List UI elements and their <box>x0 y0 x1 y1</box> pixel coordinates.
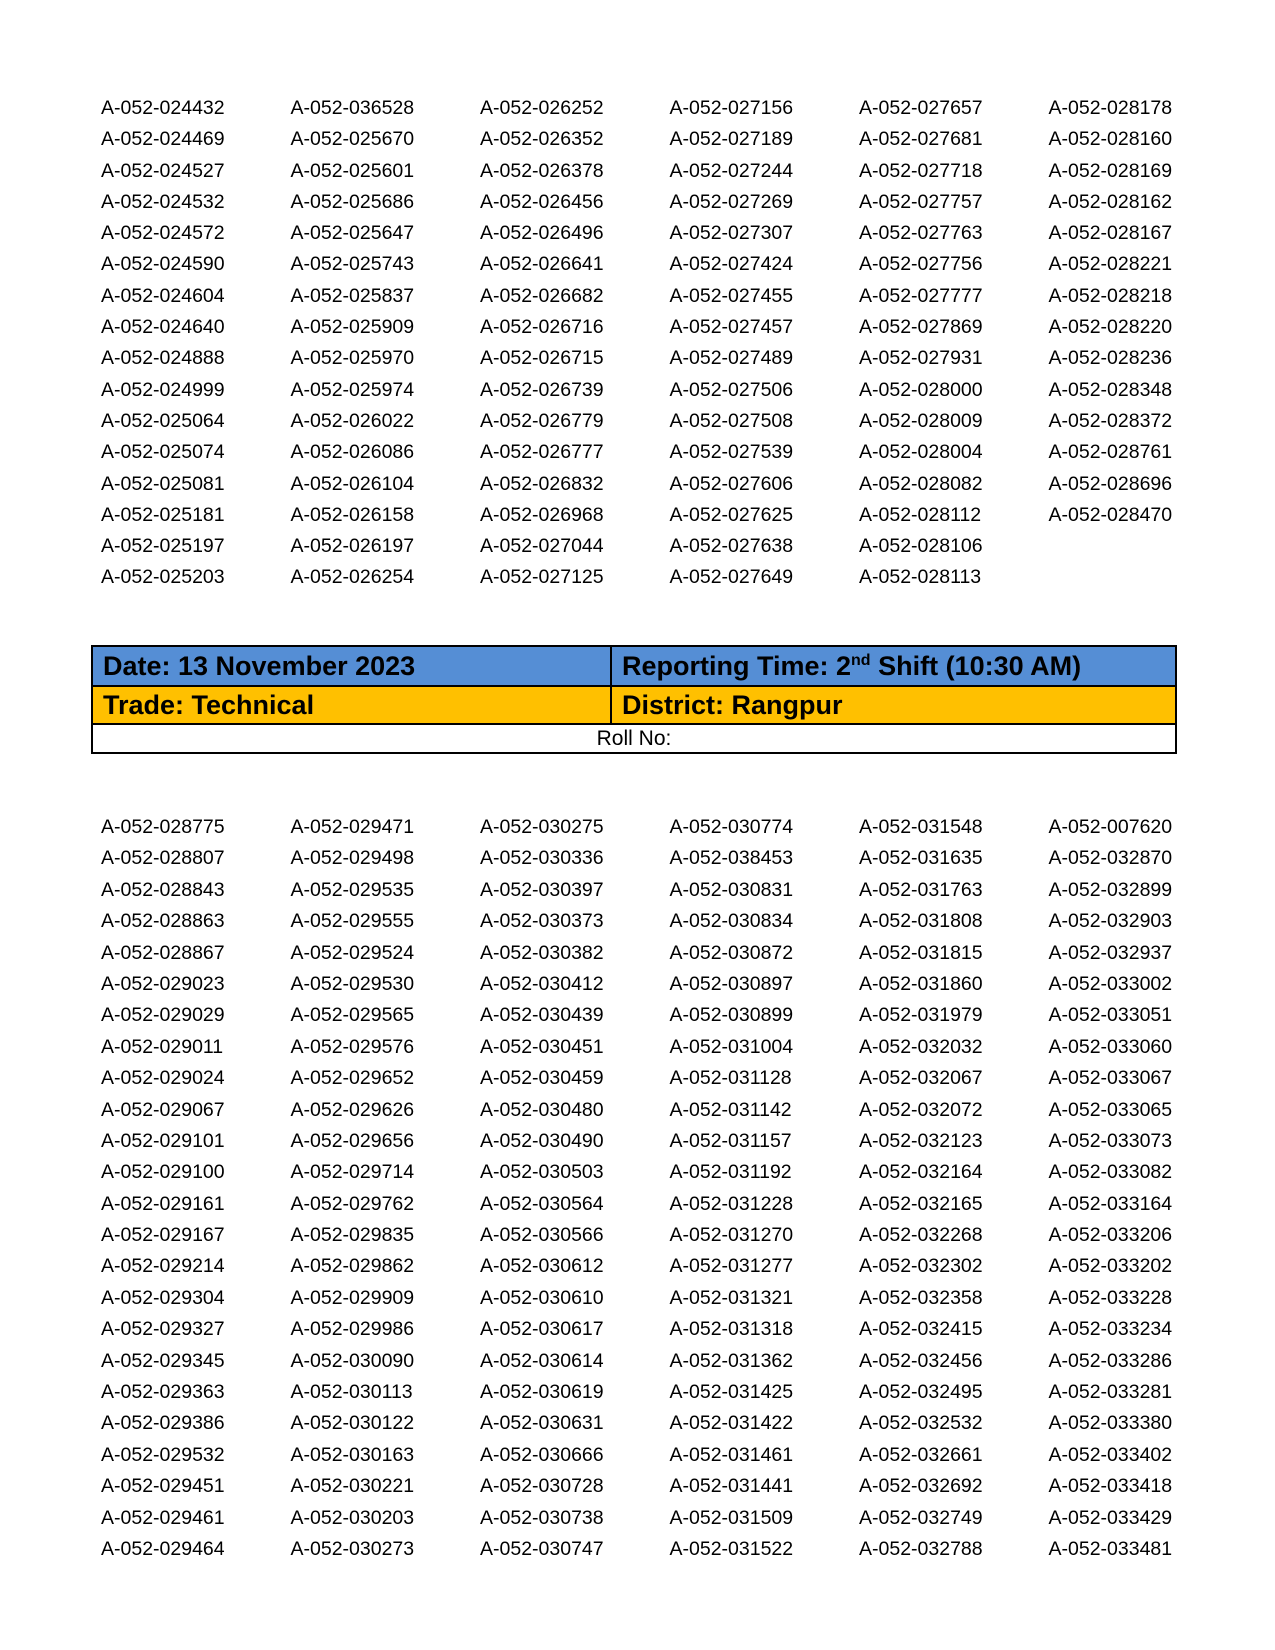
roll-number: A-052-030612 <box>480 1255 604 1278</box>
roll-number: A-052-024469 <box>101 128 225 151</box>
roll-number: A-052-029835 <box>290 1224 415 1247</box>
roll-number: A-052-026086 <box>290 441 415 464</box>
roll-number: A-052-032937 <box>1048 941 1173 964</box>
roll-number: A-052-028221 <box>1048 253 1173 276</box>
roll-row <box>92 724 1176 753</box>
roll-number: A-052-027869 <box>859 316 983 339</box>
roll-number: A-052-025181 <box>101 503 225 526</box>
roll-number: A-052-030728 <box>480 1475 604 1498</box>
roll-number: A-052-030897 <box>669 972 794 995</box>
roll-number: A-052-032870 <box>1048 847 1173 870</box>
roll-number: A-052-029327 <box>101 1318 225 1341</box>
roll-number: A-052-028863 <box>101 910 225 933</box>
roll-number: A-052-028112 <box>859 503 982 526</box>
roll-number: A-052-030614 <box>480 1349 604 1372</box>
roll-number: A-052-032358 <box>859 1286 983 1309</box>
roll-number: A-052-027269 <box>669 190 794 213</box>
roll-number: A-052-027606 <box>669 472 794 495</box>
roll-number: A-052-031318 <box>669 1318 794 1341</box>
roll-number: A-052-029101 <box>101 1129 225 1152</box>
roll-number: A-052-033234 <box>1048 1318 1173 1341</box>
roll-number: A-052-026716 <box>480 316 604 339</box>
roll-number: A-052-031635 <box>859 847 983 870</box>
roll-number: A-052-027657 <box>859 97 983 119</box>
roll-number: A-052-024888 <box>101 347 225 370</box>
roll-number: A-052-031425 <box>669 1381 794 1404</box>
exam-date: Date: 13 November 2023 <box>92 646 611 686</box>
roll-number: A-052-031321 <box>669 1286 794 1309</box>
roll-number: A-052-027508 <box>669 409 794 432</box>
roll-number: A-052-024432 <box>101 97 225 119</box>
roll-number: A-052-032164 <box>859 1161 983 1184</box>
roll-number: A-052-031763 <box>859 878 983 901</box>
roll-number: A-052-028807 <box>101 847 225 870</box>
roll-number: A-052-032072 <box>859 1098 983 1121</box>
roll-number: A-052-027156 <box>669 97 794 119</box>
roll-number: A-052-032415 <box>859 1318 983 1341</box>
roll-number: A-052-032067 <box>859 1067 983 1090</box>
roll-number: A-052-033082 <box>1048 1161 1173 1184</box>
roll-number: A-052-025197 <box>101 535 225 558</box>
roll-number: A-052-030382 <box>480 941 604 964</box>
roll-number: A-052-033202 <box>1048 1255 1173 1278</box>
roll-number: A-052-030666 <box>480 1443 604 1466</box>
date-row <box>92 646 1176 686</box>
roll-number: A-052-032495 <box>859 1381 983 1404</box>
roll-number: A-052-029067 <box>101 1098 225 1121</box>
roll-number: A-052-028004 <box>859 441 983 464</box>
roll-number: A-052-031422 <box>669 1412 794 1435</box>
roll-number: A-052-029461 <box>101 1506 225 1529</box>
roll-number <box>1049 562 1239 593</box>
roll-number: A-052-028348 <box>1048 378 1173 401</box>
roll-number: A-052-036528 <box>290 97 415 119</box>
roll-number: A-052-027649 <box>669 566 794 589</box>
roll-number: A-052-028696 <box>1048 472 1173 495</box>
roll-number: A-052-033067 <box>1048 1067 1173 1090</box>
roll-number: A-052-028470 <box>1048 503 1173 526</box>
roll-number: A-052-030747 <box>480 1537 604 1560</box>
roll-number: A-052-027539 <box>669 441 794 464</box>
reporting-time-suffix: Shift (10:30 AM) <box>870 650 1082 681</box>
roll-number: A-052-029714 <box>290 1161 415 1184</box>
roll-number: A-052-031548 <box>859 816 983 838</box>
roll-number: A-052-026641 <box>480 253 604 276</box>
roll-number: A-052-032032 <box>859 1035 983 1058</box>
roll-number: A-052-031128 <box>669 1067 792 1090</box>
roll-number: A-052-030451 <box>480 1035 604 1058</box>
roll-number: A-052-030113 <box>290 1381 413 1404</box>
roll-number: A-052-032123 <box>859 1129 983 1152</box>
roll-number: A-052-027044 <box>480 535 604 558</box>
roll-number: A-052-029532 <box>101 1443 225 1466</box>
roll-number: A-052-029909 <box>290 1286 415 1309</box>
roll-number: A-052-028106 <box>859 535 983 558</box>
roll-number-list-top <box>101 93 1238 594</box>
roll-number: A-052-025601 <box>290 159 415 182</box>
roll-number: A-052-029524 <box>290 941 415 964</box>
roll-number: A-052-028843 <box>101 878 225 901</box>
roll-number: A-052-028372 <box>1048 409 1173 432</box>
roll-number: A-052-029345 <box>101 1349 225 1372</box>
roll-number: A-052-030899 <box>669 1004 794 1027</box>
trade-label: Trade: Technical <box>92 686 611 724</box>
roll-number: A-052-032165 <box>859 1192 983 1215</box>
roll-number: A-052-030122 <box>290 1412 415 1435</box>
roll-number: A-052-028167 <box>1048 222 1173 245</box>
roll-number: A-052-025203 <box>101 566 225 589</box>
roll-number: A-052-033429 <box>1048 1506 1173 1529</box>
roll-number: A-052-031441 <box>669 1475 794 1498</box>
roll-number: A-052-029011 <box>101 1035 224 1058</box>
roll-number: A-052-030090 <box>290 1349 415 1372</box>
roll-number: A-052-028162 <box>1048 190 1173 213</box>
roll-number: A-052-026456 <box>480 190 604 213</box>
roll-number: A-052-028009 <box>859 409 983 432</box>
roll-number: A-052-033380 <box>1048 1412 1173 1435</box>
roll-number: A-052-031004 <box>669 1035 794 1058</box>
roll-number: A-052-031860 <box>859 972 983 995</box>
roll-number: A-052-029652 <box>290 1067 415 1090</box>
roll-number: A-052-026968 <box>480 503 604 526</box>
roll-number: A-052-027307 <box>669 222 794 245</box>
roll-number: A-052-030631 <box>480 1412 604 1435</box>
roll-no-label: Roll No: <box>92 724 1176 753</box>
roll-number: A-052-027489 <box>669 347 794 370</box>
roll-number: A-052-029762 <box>290 1192 415 1215</box>
roll-number: A-052-032268 <box>859 1224 983 1247</box>
roll-number: A-052-029214 <box>101 1255 225 1278</box>
reporting-time-prefix: Reporting Time: 2 <box>622 650 852 681</box>
roll-number: A-052-027718 <box>859 159 983 182</box>
roll-number: A-052-027506 <box>669 378 794 401</box>
roll-number: A-052-027681 <box>859 128 983 151</box>
roll-number: A-052-032903 <box>1048 910 1173 933</box>
roll-number: A-052-033065 <box>1048 1098 1173 1121</box>
roll-number: A-052-024640 <box>101 316 225 339</box>
roll-number: A-052-027777 <box>859 284 983 307</box>
roll-number: A-052-026254 <box>290 566 415 589</box>
roll-number: A-052-030566 <box>480 1224 604 1247</box>
roll-number: A-052-029029 <box>101 1004 225 1027</box>
reporting-time <box>611 646 1176 686</box>
roll-number: A-052-033060 <box>1048 1035 1173 1058</box>
roll-number: A-052-027457 <box>669 316 794 339</box>
roll-number: A-052-033228 <box>1048 1286 1173 1309</box>
roll-number: A-052-028761 <box>1048 441 1173 464</box>
roll-number: A-052-028236 <box>1048 347 1173 370</box>
roll-number: A-052-029363 <box>101 1381 225 1404</box>
roll-number: A-052-026158 <box>290 503 415 526</box>
roll-number: A-052-029451 <box>101 1475 225 1498</box>
roll-number: A-052-032899 <box>1048 878 1173 901</box>
roll-number: A-052-029862 <box>290 1255 415 1278</box>
district-label: District: Rangpur <box>611 686 1176 724</box>
roll-number: A-052-026022 <box>290 409 415 432</box>
roll-number: A-052-030439 <box>480 1004 604 1027</box>
roll-number: A-052-031461 <box>669 1443 794 1466</box>
roll-number: A-052-026739 <box>480 378 604 401</box>
roll-number: A-052-031522 <box>669 1537 794 1560</box>
roll-number: A-052-028867 <box>101 941 225 964</box>
roll-number: A-052-029576 <box>290 1035 415 1058</box>
roll-number: A-052-029498 <box>290 847 415 870</box>
roll-number: A-052-030834 <box>669 910 794 933</box>
roll-number: A-052-026832 <box>480 472 604 495</box>
roll-number: A-052-031228 <box>669 1192 794 1215</box>
roll-number: A-052-033073 <box>1048 1129 1173 1152</box>
roll-number: A-052-024590 <box>101 253 225 276</box>
roll-number: A-052-030163 <box>290 1443 415 1466</box>
roll-number: A-052-024572 <box>101 222 225 245</box>
roll-number: A-052-029167 <box>101 1224 225 1247</box>
roll-number: A-052-028169 <box>1048 159 1173 182</box>
roll-number: A-052-029161 <box>101 1192 225 1215</box>
roll-number: A-052-030503 <box>480 1161 604 1184</box>
roll-number: A-052-030480 <box>480 1098 604 1121</box>
roll-number: A-052-029024 <box>101 1067 225 1090</box>
roll-number: A-052-025064 <box>101 409 225 432</box>
roll-number: A-052-027455 <box>669 284 794 307</box>
roll-number: A-052-026496 <box>480 222 604 245</box>
roll-number: A-052-033002 <box>1048 972 1173 995</box>
roll-number: A-052-025081 <box>101 472 225 495</box>
roll-number: A-052-030397 <box>480 878 604 901</box>
roll-number: A-052-032692 <box>859 1475 983 1498</box>
roll-number: A-052-033164 <box>1048 1192 1173 1215</box>
roll-number <box>1049 531 1239 562</box>
ordinal-suffix: nd <box>851 651 871 669</box>
roll-number: A-052-032532 <box>859 1412 983 1435</box>
roll-number: A-052-024604 <box>101 284 225 307</box>
roll-number: A-052-033281 <box>1048 1381 1173 1404</box>
roll-number: A-052-029656 <box>290 1129 415 1152</box>
roll-number: A-052-027763 <box>859 222 983 245</box>
roll-number: A-052-027189 <box>669 128 794 151</box>
roll-number: A-052-029023 <box>101 972 225 995</box>
roll-number: A-052-029471 <box>290 816 415 838</box>
roll-number: A-052-031979 <box>859 1004 983 1027</box>
roll-number: A-052-033418 <box>1048 1475 1173 1498</box>
roll-number: A-052-026779 <box>480 409 604 432</box>
trade-row <box>92 686 1176 724</box>
roll-number: A-052-030610 <box>480 1286 604 1309</box>
roll-number: A-052-030619 <box>480 1381 604 1404</box>
roll-number: A-052-025686 <box>290 190 415 213</box>
roll-number: A-052-031362 <box>669 1349 794 1372</box>
roll-number: A-052-030738 <box>480 1506 604 1529</box>
roll-number: A-052-030564 <box>480 1192 604 1215</box>
roll-number: A-052-030273 <box>290 1537 415 1560</box>
roll-number: A-052-030412 <box>480 972 604 995</box>
roll-number: A-052-027756 <box>859 253 983 276</box>
roll-number: A-052-032456 <box>859 1349 983 1372</box>
roll-number: A-052-029986 <box>290 1318 415 1341</box>
roll-number: A-052-025647 <box>290 222 415 245</box>
roll-number: A-052-032302 <box>859 1255 983 1278</box>
roll-number: A-052-027244 <box>669 159 794 182</box>
roll-number: A-052-029100 <box>101 1161 225 1184</box>
roll-number: A-052-033051 <box>1048 1004 1173 1027</box>
roll-number: A-052-031270 <box>669 1224 794 1247</box>
roll-number: A-052-030373 <box>480 910 604 933</box>
roll-number: A-052-028082 <box>859 472 983 495</box>
roll-number: A-052-032788 <box>859 1537 983 1560</box>
roll-number: A-052-030872 <box>669 941 794 964</box>
roll-number: A-052-026715 <box>480 347 604 370</box>
roll-number: A-052-025970 <box>290 347 415 370</box>
roll-number: A-052-025837 <box>290 284 415 307</box>
roll-number: A-052-030275 <box>480 816 604 838</box>
roll-number: A-052-030336 <box>480 847 604 870</box>
roll-number: A-052-027757 <box>859 190 983 213</box>
roll-number: A-052-033402 <box>1048 1443 1173 1466</box>
roll-number: A-052-030459 <box>480 1067 604 1090</box>
roll-number: A-052-033206 <box>1048 1224 1173 1247</box>
roll-number: A-052-031157 <box>669 1129 792 1152</box>
roll-number: A-052-030490 <box>480 1129 604 1152</box>
roll-number: A-052-024527 <box>101 159 225 182</box>
roll-number: A-052-026197 <box>290 535 415 558</box>
roll-number: A-052-025670 <box>290 128 415 151</box>
roll-number: A-052-026252 <box>480 97 604 119</box>
roll-number: A-052-031192 <box>669 1161 792 1184</box>
roll-number: A-052-028160 <box>1048 128 1173 151</box>
roll-number: A-052-029530 <box>290 972 415 995</box>
roll-number: A-052-028113 <box>859 566 982 589</box>
roll-number: A-052-024532 <box>101 190 225 213</box>
roll-number: A-052-029555 <box>290 910 415 933</box>
roll-number: A-052-007620 <box>1048 816 1173 838</box>
roll-number: A-052-027625 <box>669 503 794 526</box>
roll-number: A-052-031808 <box>859 910 983 933</box>
roll-number: A-052-029304 <box>101 1286 225 1309</box>
roll-number: A-052-025074 <box>101 441 225 464</box>
roll-number: A-052-031142 <box>669 1098 792 1121</box>
roll-number: A-052-029464 <box>101 1537 225 1560</box>
roll-number: A-052-030774 <box>669 816 794 838</box>
roll-number: A-052-028000 <box>859 378 983 401</box>
roll-number: A-052-030617 <box>480 1318 604 1341</box>
roll-number: A-052-029535 <box>290 878 415 901</box>
roll-number: A-052-030831 <box>669 878 794 901</box>
roll-number: A-052-028178 <box>1048 97 1173 119</box>
schedule-header-table <box>91 645 1177 754</box>
roll-number: A-052-028775 <box>101 816 225 838</box>
roll-number: A-052-033286 <box>1048 1349 1173 1372</box>
roll-number: A-052-025974 <box>290 378 415 401</box>
roll-number: A-052-032661 <box>859 1443 983 1466</box>
roll-number: A-052-026378 <box>480 159 604 182</box>
roll-number: A-052-030221 <box>290 1475 415 1498</box>
roll-number: A-052-028220 <box>1048 316 1173 339</box>
roll-number: A-052-028218 <box>1048 284 1173 307</box>
roll-number: A-052-029565 <box>290 1004 415 1027</box>
roll-number: A-052-029386 <box>101 1412 225 1435</box>
roll-number: A-052-027125 <box>480 566 604 589</box>
roll-number: A-052-027424 <box>669 253 794 276</box>
roll-number: A-052-029626 <box>290 1098 415 1121</box>
roll-number-list-bottom <box>101 812 1238 1565</box>
roll-number: A-052-024999 <box>101 378 225 401</box>
roll-number: A-052-026104 <box>290 472 415 495</box>
roll-number: A-052-031815 <box>859 941 983 964</box>
roll-number: A-052-031277 <box>669 1255 794 1278</box>
roll-number: A-052-030203 <box>290 1506 415 1529</box>
roll-number: A-052-026352 <box>480 128 604 151</box>
roll-number: A-052-038453 <box>669 847 794 870</box>
roll-number: A-052-033481 <box>1048 1537 1173 1560</box>
roll-number: A-052-025743 <box>290 253 415 276</box>
roll-number: A-052-027638 <box>669 535 794 558</box>
roll-number: A-052-026777 <box>480 441 604 464</box>
roll-number: A-052-026682 <box>480 284 604 307</box>
roll-number: A-052-027931 <box>859 347 983 370</box>
roll-number: A-052-025909 <box>290 316 415 339</box>
roll-number: A-052-032749 <box>859 1506 983 1529</box>
roll-number: A-052-031509 <box>669 1506 794 1529</box>
